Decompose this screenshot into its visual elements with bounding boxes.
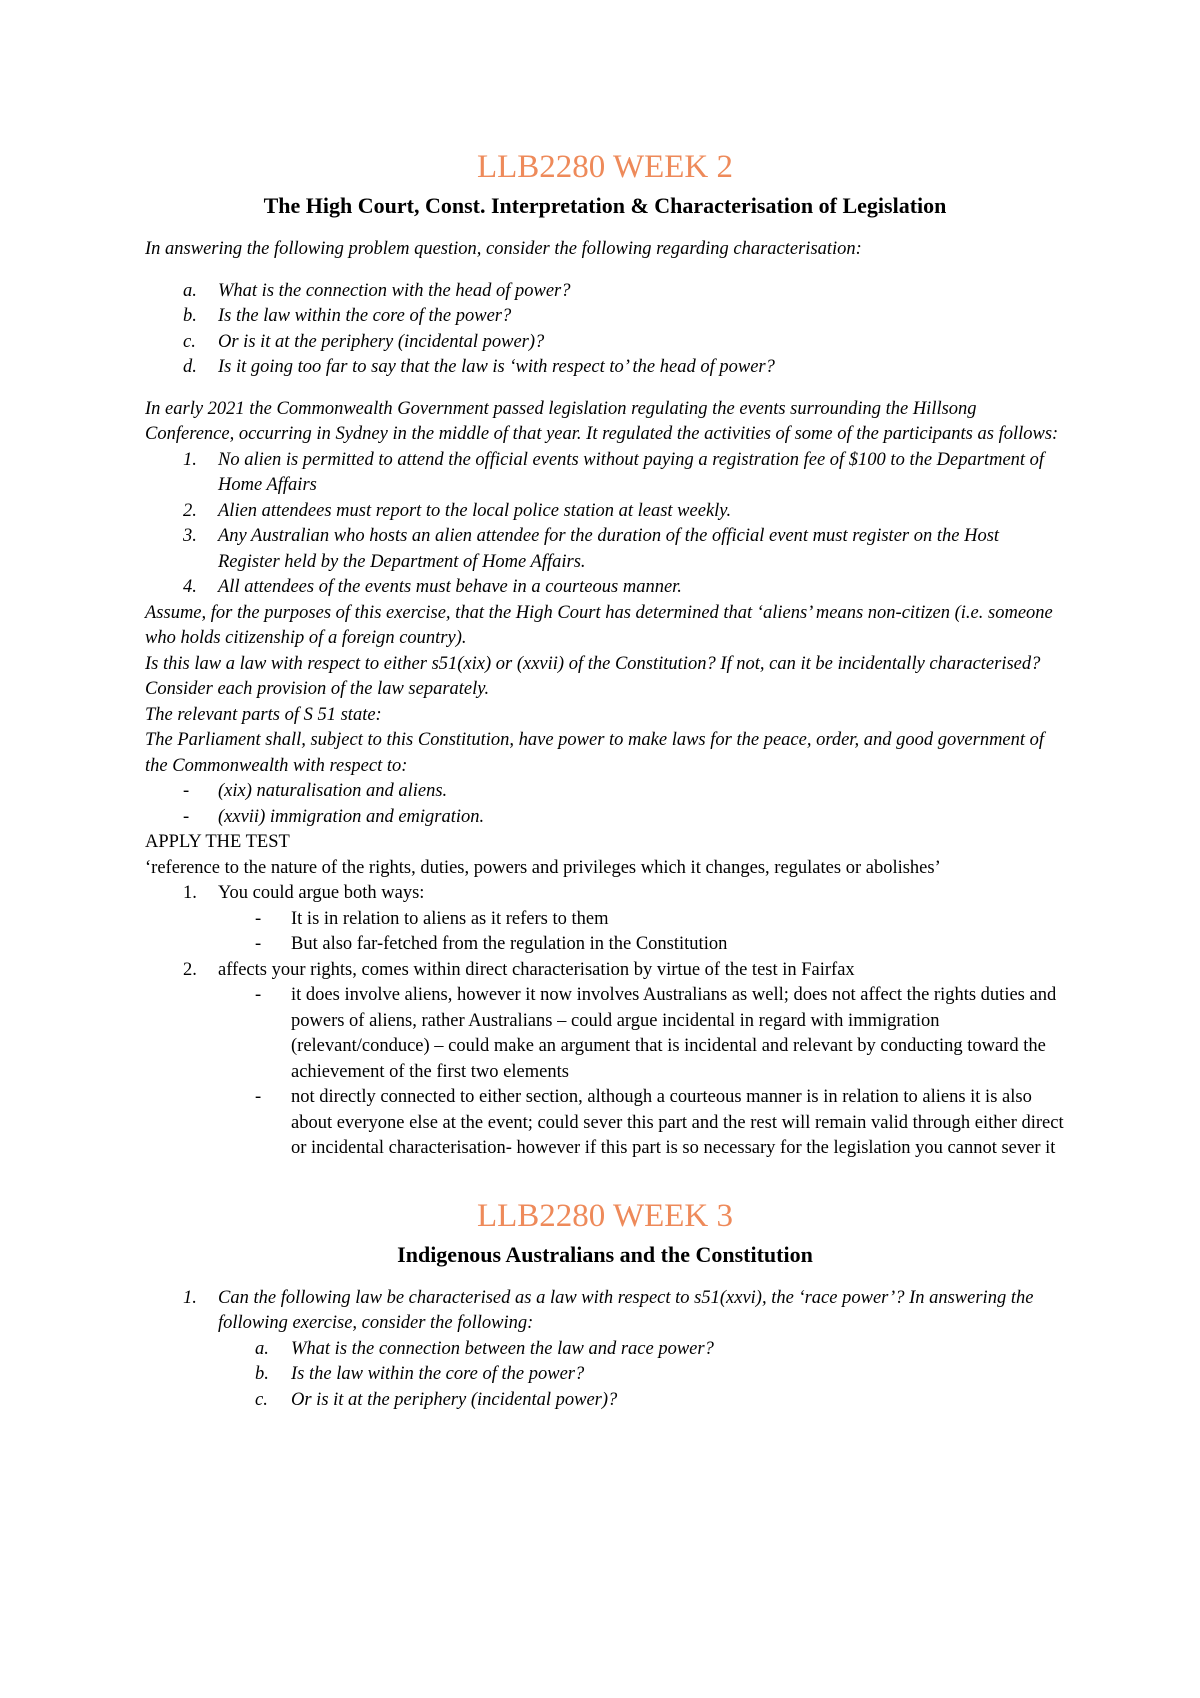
week2-question: Is this law a law with respect to either s51(xix) or (xxvii) of the Constitution? If not, can it be incidentally characterised? Consider each provision of the law separately. xyxy=(145,653,1041,699)
list-item: b. Is the law within the core of the power? xyxy=(255,1364,585,1384)
list-item: - But also far-fetched from the regulation in the Constitution xyxy=(255,934,728,954)
week2-parliament-text: The Parliament shall, subject to this Constitution, have power to make laws for the peace, order, and good government of the Commonwealth with respect to: xyxy=(145,730,1045,776)
document-content xyxy=(145,147,1065,1413)
week2-title: LLB2280 WEEK 2 xyxy=(476,149,734,185)
list-item: 1. No alien is permitted to attend the official events without paying a registration fee of $100 to the Department of Home Affairs xyxy=(183,449,1045,495)
list-item: 3. Any Australian who hosts an alien attendee for the duration of the official event must register on the Host Register held by the Department of Home Affairs. xyxy=(183,526,1000,572)
list-item: - (xxvii) immigration and emigration. xyxy=(183,806,485,827)
list-item: c. Or is it at the periphery (incidental power)? xyxy=(183,331,545,352)
list-item: - it does involve aliens, however it now involves Australians as well; does not affect the rights duties and powers of aliens, rather Australians – could argue incidental in regard with immigration (relevant/conduce) – could make an argument that is incidental and relevant by conducting toward the achievement of the first two elements xyxy=(255,985,1057,1082)
week2-relevant-parts: The relevant parts of S 51 state: xyxy=(145,704,382,725)
week3-subquestions xyxy=(145,1337,1065,1414)
week2-answers xyxy=(145,881,1065,907)
week3-questions xyxy=(145,1286,1065,1337)
week2-heads-of-power xyxy=(145,779,1065,830)
week3-subtitle: Indigenous Australians and the Constitution xyxy=(397,1241,813,1267)
list-item: c. Or is it at the periphery (incidental power)? xyxy=(255,1389,618,1410)
list-item: 2. affects your rights, comes within direct characterisation by virtue of the test in Fairfax xyxy=(183,959,855,980)
week2-provisions xyxy=(145,448,1065,601)
week2-intro: In answering the following problem question, consider the following regarding characterisation: xyxy=(145,239,862,259)
list-item: d. Is it going too far to say that the law is ‘with respect to’ the head of power? xyxy=(183,357,775,377)
list-item: 4. All attendees of the events must behave in a courteous manner. xyxy=(183,577,682,597)
week2-assumption: Assume, for the purposes of this exercise, that the High Court has determined that ‘aliens’ means non-citizen (i.e. someone who holds citizenship of a foreign country). xyxy=(145,602,1053,648)
week3-title: LLB2280 WEEK 3 xyxy=(476,1197,734,1234)
week2-test-quote: ‘reference to the nature of the rights, duties, powers and privileges which it changes, regulates or abolishes’ xyxy=(145,857,941,878)
week2-answers-2 xyxy=(145,958,1065,984)
week2-apply-heading: APPLY THE TEST xyxy=(145,832,290,852)
list-item: - (xix) naturalisation and aliens. xyxy=(183,781,448,801)
list-item: 1. Can the following law be characterised as a law with respect to s51(xxvi), the ‘race power’? In answering the following exercise, consider the following: xyxy=(183,1287,1034,1333)
list-item: - not directly connected to either section, although a courteous manner is in relation to aliens it is also about everyone else at the event; could sever this part and the rest will remain valid through either direct or incidental characterisation- however if this part is so necessary for the legislation you cannot sever it xyxy=(255,1087,1064,1158)
week2-subtitle: The High Court, Const. Interpretation & Characterisation of Legislation xyxy=(263,193,947,218)
list-item: a. What is the connection between the law and race power? xyxy=(255,1338,714,1359)
week2-answer2-points xyxy=(145,983,1065,1162)
week2-scenario: In early 2021 the Commonwealth Government passed legislation regulating the events surrounding the Hillsong Conference, occurring in Sydney in the middle of that year. It regulated the activities of some of the participants as follows: xyxy=(145,398,1059,444)
week2-answer1-points xyxy=(145,907,1065,958)
list-item: - It is in relation to aliens as it refers to them xyxy=(255,908,609,929)
list-item: 1. You could argue both ways: xyxy=(183,883,425,903)
week2-questions xyxy=(145,279,1065,381)
list-item: a. What is the connection with the head of power? xyxy=(183,280,571,301)
list-item: 2. Alien attendees must report to the local police station at least weekly. xyxy=(183,500,732,521)
list-item: b. Is the law within the core of the power? xyxy=(183,306,512,326)
